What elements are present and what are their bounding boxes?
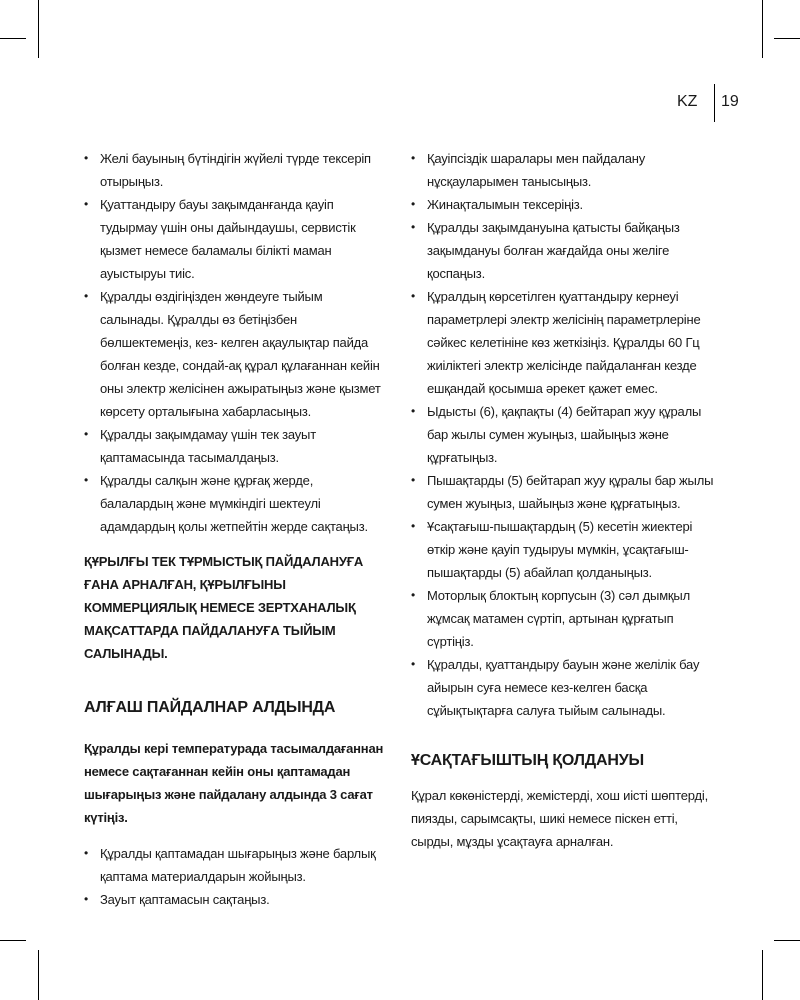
right-column xyxy=(411,147,717,866)
list-item: • Зауыт қаптамасын сақтаңыз. xyxy=(84,888,384,911)
crop-mark xyxy=(0,940,26,941)
page-number: 19 xyxy=(721,93,739,110)
list-item: • Құралды зақымдануына қатысты байқаңыз зақымдануы болған жағдайда оны желіге қоспаңыз. xyxy=(411,216,717,285)
list-item: • Құралдың көрсетілген қуаттандыру кернеуі параметрлері электр желісінің параметрлеріне сәйкес келетініне көз жеткізіңіз. Құралды 60 Гц жиіліктегі электр желісінде пайдаланған кезде ешқандай қосымша әрекет қажет емес. xyxy=(411,285,717,400)
bullet-list xyxy=(84,147,384,538)
section-heading-before-first-use: АЛҒАШ ПАЙДАЛНАР АЛДЫНДА xyxy=(84,699,336,716)
list-item: • Жинақталымын тексеріңіз. xyxy=(411,193,717,216)
list-item: • Құралды қаптамадан шығарыңыз және барлық қаптама материалдарын жойыңыз. xyxy=(84,842,384,888)
bullet-list xyxy=(84,842,384,911)
crop-mark xyxy=(0,38,26,39)
list-item: • Қуаттандыру бауы зақымданғанда қауіп тудырмау үшін оны дайындаушы, сервистік қызмет немесе баламалы білікті маман ауыстыруы тиіс. xyxy=(84,193,384,285)
list-item: • Моторлық блоктың корпусын (3) сәл дымқыл жұмсақ матамен сүртіп, артынан құрғатып сүртіңіз. xyxy=(411,584,717,653)
list-item: • Ыдысты (6), қақпақты (4) бейтарап жуу құралы бар жылы сумен жуыңыз, шайыңыз және құрғатыңыз. xyxy=(411,400,717,469)
crop-mark xyxy=(38,0,39,58)
header-divider xyxy=(714,84,715,122)
list-item: • Құралды зақымдамау үшін тек зауыт қаптамасында тасымалдаңыз. xyxy=(84,423,384,469)
commercial-use-warning: ҚҰРЫЛҒЫ ТЕК ТҰРМЫСТЫҚ ПАЙДАЛАНУҒА ҒАНА АРНАЛҒАН, ҚҰРЫЛҒЫНЫ КОММЕРЦИЯЛЫҚ НЕМЕСЕ ЗЕРТХАНАЛЫҚ МАҚСАТТАРДА ПАЙДАЛАНУҒА ТЫЙЫМ САЛЫНАДЫ. xyxy=(84,554,364,661)
language-code: KZ xyxy=(677,93,698,110)
crop-mark xyxy=(774,38,800,39)
crop-mark xyxy=(38,950,39,1000)
list-item: • Құралды салқын және құрғақ жерде, балалардың және мүмкіндігі шектеулі адамдардың қолы жетпейтін жерде сақтаңыз. xyxy=(84,469,384,538)
list-item: • Қауіпсіздік шаралары мен пайдалану нұсқауларымен танысыңыз. xyxy=(411,147,717,193)
list-item: • Ұсақтағыш-пышақтардың (5) кесетін жиектері өткір және қауіп тудыруы мүмкін, ұсақтағыш-пышақтарды (5) абайлап қолданыңыз. xyxy=(411,515,717,584)
crop-mark xyxy=(762,0,763,58)
list-item: • Құралды өздігіңізден жөндеуге тыйым салынады. Құралды өз бетіңізбен бөлшектемеңіз, кез- келген ақаулықтар пайда болған кезде, сондай-ақ құрал құлағаннан кейін оны электр желісінен ажыратыңыз және қызмет көрсету орталығына хабарласыңыз. xyxy=(84,285,384,423)
list-item: • Пышақтарды (5) бейтарап жуу құралы бар жылы сумен жуыңыз, шайыңыз және құрғатыңыз. xyxy=(411,469,717,515)
list-item: • Желі бауының бүтіндігін жүйелі түрде тексеріп отырыңыз. xyxy=(84,147,384,193)
storage-temperature-note: Құралды кері температурада тасымалдағаннан немесе сақтағаннан кейін оны қаптамадан шығарыңыз және пайдалану алдында 3 сағат күтіңіз. xyxy=(84,741,384,825)
chopper-usage-paragraph: Құрал көкөністерді, жемістерді, хош иісті шөптерді, пиязды, сарымсақты, шикі немесе піскен етті, сырды, мұзды ұсақтауға арналған. xyxy=(411,788,709,849)
list-item: • Құралды, қуаттандыру бауын және желілік бау айырын суға немесе кез-келген басқа сұйықтықтарға салуға тыйым салынады. xyxy=(411,653,717,722)
crop-mark xyxy=(762,950,763,1000)
left-column xyxy=(84,147,384,911)
section-heading-chopper-usage: ҰСАҚТАҒЫШТЫҢ ҚОЛДАНУЫ xyxy=(411,752,644,769)
crop-mark xyxy=(774,940,800,941)
bullet-list xyxy=(411,147,717,722)
